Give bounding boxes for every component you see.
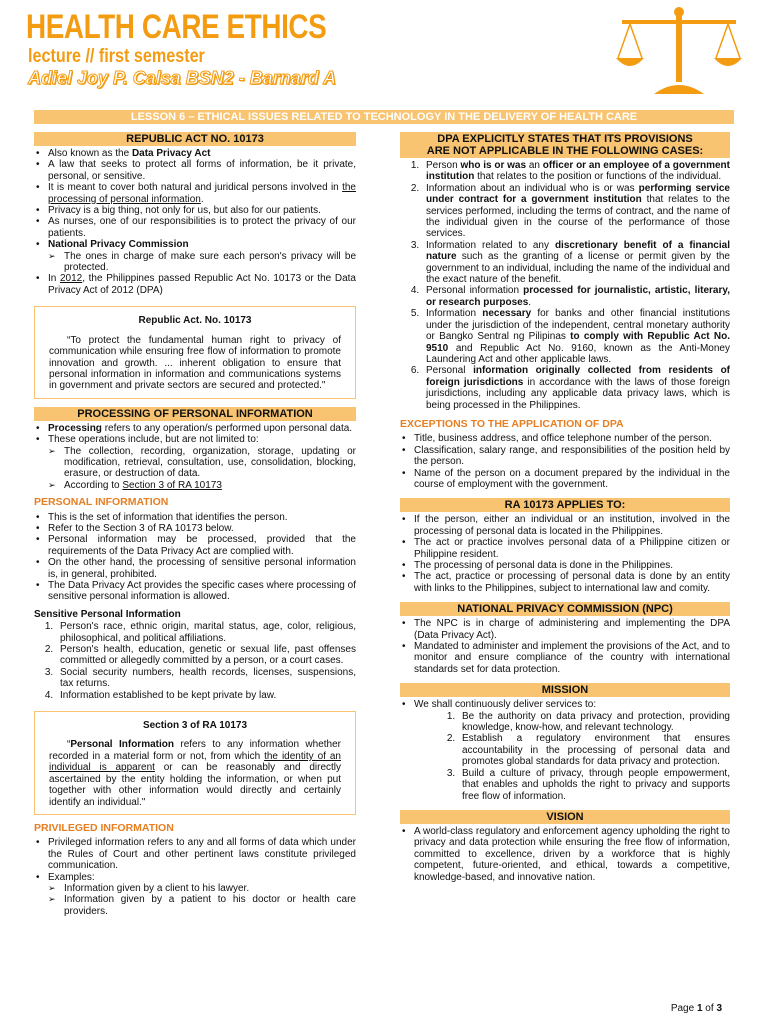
list-item: • The act or practice involves personal data of a Philippine citizen or Philippine resident. <box>414 537 730 560</box>
npc-subbullets <box>34 251 356 274</box>
list-item: • National Privacy Commission <box>48 239 356 250</box>
list-item: • The NPC is in charge of administering and implementing the DPA (Data Privacy Act). <box>414 618 730 641</box>
sensitive-info-heading: Sensitive Personal Information <box>34 608 181 620</box>
list-item: • Examples: <box>48 872 356 883</box>
list-item: • Processing refers to any operation/s performed upon personal data. <box>48 423 356 434</box>
list-item: 4. Personal information processed for journalistic, artistic, literary, or research purposes. <box>422 285 730 308</box>
list-item: • Privileged information refers to any and all forms of data which under the Rules of Court and other pertinent laws constitute privileged communication. <box>48 837 356 871</box>
list-item: 2. Establish a regulatory environment that ensures accountability in the processing of personal data and promotes global standards for data privacy and protection. <box>458 733 730 767</box>
quote-box-title: Section 3 of RA 10173 <box>142 720 248 732</box>
quote-box-section3 <box>34 711 356 815</box>
vision-bullets <box>400 826 730 883</box>
exceptions-bullets <box>400 433 730 490</box>
list-item: • On the other hand, the processing of sensitive personal information is, in general, prohibited. <box>48 557 356 580</box>
privileged-bullets <box>34 837 356 883</box>
lesson-banner: LESSON 6 – ETHICAL ISSUES RELATED TO TECHNOLOGY IN THE DELIVERY OF HEALTH CARE <box>34 110 734 124</box>
author-line: Adiel Joy P. Calsa BSN2 - Barnard A <box>28 68 337 88</box>
processing-subbullets <box>34 446 356 492</box>
section-header-vision: VISION <box>400 810 730 824</box>
section-heading-privileged: PRIVILEGED INFORMATION <box>34 821 174 834</box>
list-item: 1. Be the authority on data privacy and protection, providing knowledge, know-how, and relevant technology. <box>458 711 730 734</box>
left-column <box>34 132 356 917</box>
list-item: 1. Person who is or was an officer or an employee of a government institution that relates to the position or functions of the individual. <box>422 160 730 183</box>
list-item: 3. Information related to any discretionary benefit of a financial nature such as the granting of a license or permit given by the government to an individual, including the name of the individual and the exact nature of the benefit. <box>422 240 730 286</box>
list-item: • Privacy is a big thing, not only for us, but also for our patients. <box>48 205 356 216</box>
page-number: Page 1 of 3 <box>670 1003 722 1014</box>
list-item: • In 2012, the Philippines passed Republic Act No. 10173 or the Data Privacy Act of 2012 (DPA) <box>48 273 356 296</box>
list-item: • The Data Privacy Act provides the specific cases where processing of sensitive personal information is allowed. <box>48 580 356 603</box>
list-item: • It is meant to cover both natural and juridical persons involved in the processing of personal information. <box>48 182 356 205</box>
list-item: • Also known as the Data Privacy Act <box>48 148 356 159</box>
list-item: ➢ According to Section 3 of RA 10173 <box>64 480 356 491</box>
mission-list <box>400 711 730 802</box>
section-header-dpa: DPA EXPLICITLY STATES THAT ITS PROVISIONS ARE NOT APPLICABLE IN THE FOLLOWING CASES: <box>400 132 730 158</box>
list-item: • Personal information may be processed, provided that the requirements of the Data Privacy Act are complied with. <box>48 534 356 557</box>
personal-info-bullets <box>34 512 356 603</box>
list-item: 4. Information established to be kept private by law. <box>56 690 356 701</box>
list-item: ➢ Information given by a client to his lawyer. <box>64 883 356 894</box>
sensitive-info-list <box>34 621 356 701</box>
list-item: • As nurses, one of our responsibilities is to protect the privacy of our patients. <box>48 216 356 239</box>
section-header-processing: PROCESSING OF PERSONAL INFORMATION <box>34 407 356 421</box>
applies-bullets <box>400 514 730 594</box>
list-item: • If the person, either an individual or an institution, involved in the processing of personal data is located in the Philippines. <box>414 514 730 537</box>
section-header-applies: RA 10173 APPLIES TO: <box>400 498 730 512</box>
list-item: 6. Personal information originally collected from residents of foreign jurisdictions in accordance with the laws of those foreign jurisdictions, including any applicable data privacy laws, which is being processed in the Philippines. <box>422 365 730 411</box>
list-item: • Refer to the Section 3 of RA 10173 below. <box>48 523 356 534</box>
document-subtitle: lecture // first semester <box>28 46 205 67</box>
list-item: • The act, practice or processing of personal data is done by an entity with links to the Philippines, subject to international law and comity. <box>414 571 730 594</box>
list-item: 2. Person's health, education, genetic or sexual life, past offenses committed or allegedly committed by a person, or a court cases. <box>56 644 356 667</box>
ra-bullets-2 <box>34 273 356 296</box>
document-title: HEALTH CARE ETHICS <box>26 8 327 46</box>
list-item: • Mandated to administer and implement the provisions of the Act, and to monitor and ensure compliance of the country with international standards set for data protection. <box>414 641 730 675</box>
section-heading-exceptions: EXCEPTIONS TO THE APPLICATION OF DPA <box>400 417 624 430</box>
list-item: • A law that seeks to protect all forms of information, be it private, personal, or sensitive. <box>48 159 356 182</box>
scales-of-justice-icon <box>614 2 744 102</box>
quote-box-text: “To protect the fundamental human right to privacy of communication while ensuring free flow of information to promote innovation and growth. ... inherent obligation to ensure that personal information in information and communications systems in government and private sectors are secured and protected." <box>49 334 341 392</box>
section-header-ra: REPUBLIC ACT NO. 10173 <box>34 132 356 146</box>
list-item: • A world-class regulatory and enforcement agency upholding the right to privacy and data protection while ensuring the free flow of information, committed to excellence, driven by a workforce that is highly competent, future-oriented, and ethical, towards a competitive, knowledge-based, and innovative nation. <box>414 826 730 883</box>
section-header-npc: NATIONAL PRIVACY COMMISSION (NPC) <box>400 602 730 616</box>
list-item: ➢ Information given by a patient to his doctor or health care providers. <box>64 894 356 917</box>
list-item: • Classification, salary range, and responsibilities of the position held by the person. <box>414 445 730 468</box>
section-header-mission: MISSION <box>400 683 730 697</box>
quote-box-title: Republic Act. No. 10173 <box>138 315 252 327</box>
list-item: 2. Information about an individual who is or was performing service under contract for a government institution that relates to the services performed, including the terms of contract, and the name of the individual given in the course of the performance of those services. <box>422 183 730 240</box>
processing-bullets <box>34 423 356 446</box>
dpa-exclusions-list <box>400 160 730 411</box>
list-item: 1. Person's race, ethnic origin, marital status, age, color, religious, philosophical, and political affiliations. <box>56 621 356 644</box>
quote-box-text: “Personal Information refers to any information whether recorded in a material form or not, from which the identity of an individual is apparent or can be reasonably and directly ascertained by the entity holding the information, or when put together with other information would directly and certainly identify an individual." <box>49 739 342 808</box>
list-item: • Name of the person on a document prepared by the individual in the course of employment with the government. <box>414 468 730 491</box>
right-column <box>400 132 730 883</box>
list-item: ➢ The ones in charge of make sure each person's privacy will be protected. <box>64 251 356 274</box>
mission-bullets <box>400 699 730 710</box>
quote-box-ra <box>34 306 356 398</box>
list-item: 3. Build a culture of privacy, through people empowerment, that enables and upholds the right to privacy and supports free flow of information. <box>458 768 730 802</box>
list-item: • The processing of personal data is done in the Philippines. <box>414 560 730 571</box>
list-item: • This is the set of information that identifies the person. <box>48 512 356 523</box>
list-item: ➢ The collection, recording, organization, storage, updating or modification, retrieval, consultation, use, consolidation, blocking, erasure, or destruction of data. <box>64 446 356 480</box>
ra-bullets <box>34 148 356 251</box>
list-item: • These operations include, but are not limited to: <box>48 434 356 445</box>
list-item: 3. Social security numbers, health records, licenses, suspensions, tax returns. <box>56 667 356 690</box>
list-item: • Title, business address, and office telephone number of the person. <box>414 433 730 444</box>
list-item: • We shall continuously deliver services to: <box>414 699 730 710</box>
privileged-subbullets <box>34 883 356 917</box>
list-item: 5. Information necessary for banks and other financial institutions under the jurisdiction of the independent, central monetary authority or Bangko Sentral ng Pilipinas to comply with Republic Act No. 9510 and Republic Act No. 9160, known as the Anti-Money Laundering Act and other applicable laws. <box>422 308 730 365</box>
section-heading-personal-info: PERSONAL INFORMATION <box>34 496 169 509</box>
npc-bullets <box>400 618 730 675</box>
